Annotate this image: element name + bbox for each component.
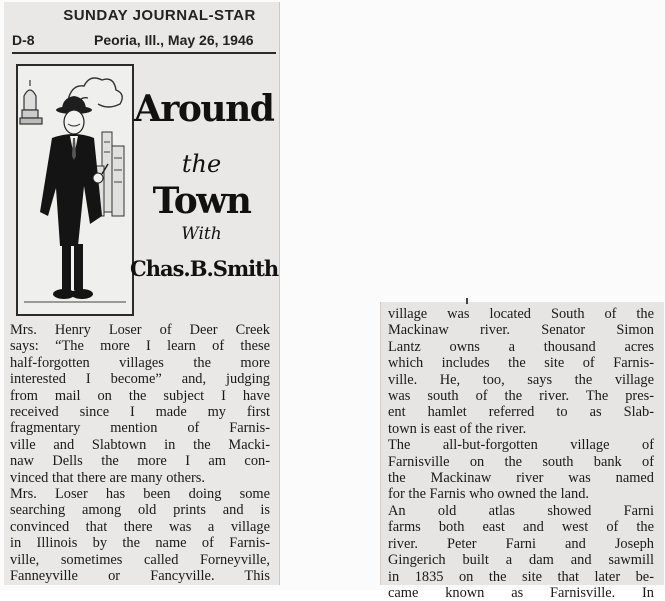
text-line: An old atlas showed Farni [388, 502, 654, 519]
text-line: the Mackinaw river was named [388, 470, 654, 487]
text-line: naw Dells the more I am con- [10, 453, 270, 470]
text-line: was south of the river. The pres- [388, 388, 654, 405]
article-column-right [388, 306, 654, 601]
article-column-left [10, 322, 270, 585]
text-line: vinced that there are many others. [10, 469, 205, 486]
columnist-portrait-icon [18, 66, 132, 314]
heading-town: Town [152, 180, 251, 222]
masthead-rule [12, 52, 276, 54]
text-line: Mrs. Loser has been doing some [10, 486, 270, 503]
text-line: Mrs. Henry Loser of Deer Creek [10, 322, 270, 338]
text-line: searching among old prints and is [10, 502, 270, 519]
text-line: ville and Slabtown in the Macki- [10, 436, 270, 453]
text-line: Mackinaw river. Senator Simon [388, 322, 654, 339]
text-line: interested I become” and, judging [10, 371, 270, 388]
text-line: river. Peter Farni and Joseph [388, 535, 654, 552]
text-line: from mail on the subject I have [10, 387, 270, 404]
column-illustration [16, 64, 134, 316]
heading-around: Around [134, 88, 274, 130]
text-line: The all-but-forgotten village of [388, 437, 654, 454]
byline: Chas.B.Smith [130, 256, 279, 281]
text-line: Farnisville on the south bank of [388, 453, 654, 470]
text-line: says: “The more I learn of these [10, 338, 270, 355]
text-line: town is east of the river. [388, 420, 527, 437]
heading-with: With [181, 224, 222, 244]
text-line: received since I made my first [10, 404, 270, 421]
newspaper-name: SUNDAY JOURNAL-STAR [63, 7, 256, 24]
text-line: ent hamlet referred to as Slab- [388, 404, 654, 421]
text-line: ville. He, too, says the village [388, 371, 654, 388]
text-line: Lantz owns a thousand acres [388, 338, 654, 355]
dateline: Peoria, Ill., May 26, 1946 [94, 32, 254, 48]
text-line: village was located South of the [388, 306, 654, 322]
text-line: in Illinois by the name of Farnis- [10, 535, 270, 552]
text-line: in 1835 on the site that later be- [388, 568, 654, 585]
text-line: farms both east and west of the [388, 519, 654, 536]
column-marker [466, 298, 468, 304]
text-line: Gingerich built a dam and sawmill [388, 552, 654, 569]
text-line: for the Farnis who owned the land. [388, 486, 590, 503]
text-line: ville, sometimes called Forneyville, [10, 551, 270, 568]
text-line: which includes the site of Farnis- [388, 355, 654, 372]
text-line: Fanneyville or Fancyville. This [10, 568, 270, 585]
text-line: fragmentary mention of Farnis- [10, 420, 270, 437]
text-line: convinced that there was a village [10, 518, 270, 535]
text-line: half-forgotten villages the more [10, 354, 270, 371]
text-line: came known as Farnisville. In [388, 584, 654, 601]
heading-the: the [181, 150, 222, 178]
page-number: D-8 [12, 32, 35, 48]
